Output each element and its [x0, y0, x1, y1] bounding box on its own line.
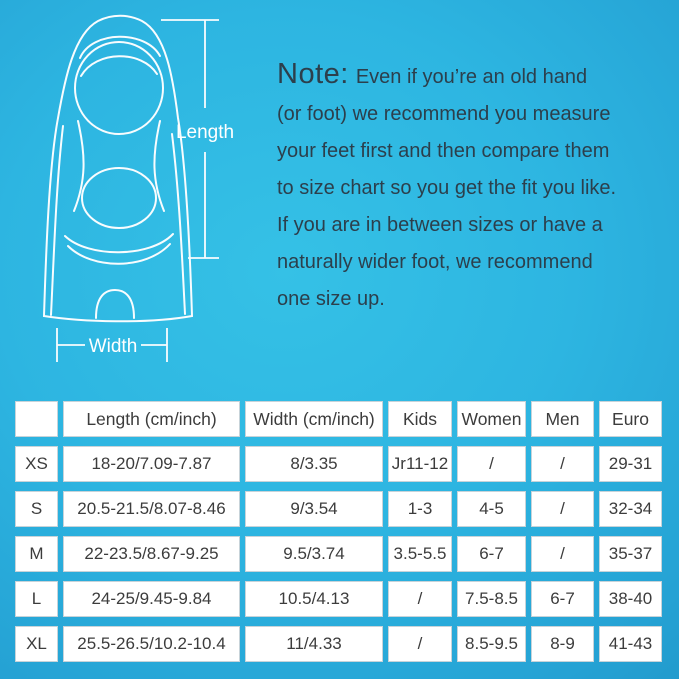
note: [277, 56, 672, 318]
column-header-blank: [15, 401, 58, 437]
swim-fin-illustration: [18, 6, 253, 374]
table-cell: /: [457, 446, 526, 482]
fin-top-inner-line: [80, 37, 160, 58]
column-header-length: Length (cm/inch): [63, 401, 240, 437]
column-header-euro: Euro: [599, 401, 662, 437]
table-cell: 8-9: [531, 626, 594, 662]
table-cell: 18-20/7.09-7.87: [63, 446, 240, 482]
pocket-lens: [82, 168, 156, 228]
foot-opening-inner-arc: [81, 56, 157, 76]
table-cell: 6-7: [457, 536, 526, 572]
table-cell: 38-40: [599, 581, 662, 617]
table-cell: 24-25/9.45-9.84: [63, 581, 240, 617]
table-cell: 4-5: [457, 491, 526, 527]
table-cell: 3.5-5.5: [388, 536, 452, 572]
table-cell: /: [388, 626, 452, 662]
table-cell: 32-34: [599, 491, 662, 527]
table-cell: 29-31: [599, 446, 662, 482]
note-line: naturally wider foot, we recommend: [277, 251, 593, 273]
length-label: Length: [175, 122, 235, 143]
width-label: Width: [88, 336, 138, 357]
table-cell: /: [531, 536, 594, 572]
row-label: XL: [15, 626, 58, 662]
row-label: L: [15, 581, 58, 617]
table-cell: 9/3.54: [245, 491, 383, 527]
table-cell: 1-3: [388, 491, 452, 527]
column-header-kids: Kids: [388, 401, 452, 437]
table-cell: 41-43: [599, 626, 662, 662]
note-line: one size up.: [277, 288, 385, 310]
table-cell: /: [531, 491, 594, 527]
heel-arch: [96, 290, 134, 318]
note-line: [277, 56, 672, 96]
table-cell: 8/3.35: [245, 446, 383, 482]
note-line: If you are in between sizes or have a: [277, 214, 603, 236]
table-cell: 8.5-9.5: [457, 626, 526, 662]
size-chart-table: [15, 401, 662, 662]
table-cell: 20.5-21.5/8.07-8.46: [63, 491, 240, 527]
table-cell: 11/4.33: [245, 626, 383, 662]
table-cell: /: [388, 581, 452, 617]
column-header-width: Width (cm/inch): [245, 401, 383, 437]
table-cell: Jr11-12: [388, 446, 452, 482]
table-cell: 6-7: [531, 581, 594, 617]
note-line: your feet first and then compare them: [277, 140, 610, 162]
table-cell: 22-23.5/8.67-9.25: [63, 536, 240, 572]
column-header-men: Men: [531, 401, 594, 437]
note-title: Note:: [277, 58, 349, 90]
row-label: S: [15, 491, 58, 527]
pocket-base-upper-arc: [65, 234, 173, 252]
note-text: Even if you’re an old hand: [355, 66, 588, 88]
table-cell: 7.5-8.5: [457, 581, 526, 617]
table-cell: 10.5/4.13: [245, 581, 383, 617]
row-label: XS: [15, 446, 58, 482]
table-cell: /: [531, 446, 594, 482]
table-cell: 25.5-26.5/10.2-10.4: [63, 626, 240, 662]
table-cell: 9.5/3.74: [245, 536, 383, 572]
note-line: (or foot) we recommend you measure: [277, 103, 611, 125]
note-line: to size chart so you get the fit you like.: [277, 177, 617, 199]
table-cell: 35-37: [599, 536, 662, 572]
row-label: M: [15, 536, 58, 572]
column-header-women: Women: [457, 401, 526, 437]
fin-diagram: [18, 6, 253, 374]
